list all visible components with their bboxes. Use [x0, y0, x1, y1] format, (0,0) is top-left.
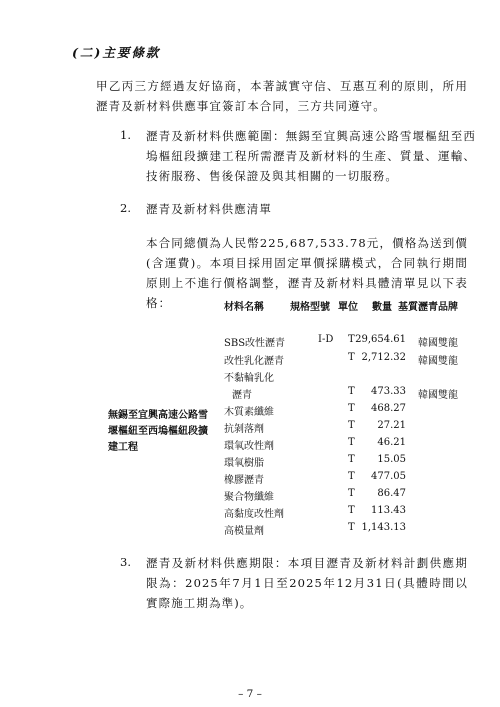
- table-row-qty: 15.05: [377, 454, 406, 465]
- table-row-brand: 韓國雙龍: [418, 356, 458, 367]
- intro-paragraph: 甲乙丙三方經過友好協商，本著誠實守信、互惠互利的原則，所用瀝青及新材料供應事宜簽訂本合同，三方共同遵守。: [96, 79, 468, 113]
- header-brand: 基質瀝青品牌: [398, 302, 458, 313]
- project-label: 無錫至宜興高速公路雪堰樞紐至西塢樞紐段擴建工程: [108, 410, 208, 453]
- table-row-qty: 477.05: [371, 471, 406, 482]
- table-row-name: 橡膠瀝青: [224, 475, 264, 486]
- table-row-qty: 113.43: [371, 505, 406, 516]
- table-row-unit: T: [348, 386, 355, 397]
- item-1-text: 瀝青及新材料供應範圍：無錫至宜興高速公路雪堰樞紐至西塢樞紐段擴建工程所需瀝青及新材料的生產、質量、運輸、技術服務、售後保證及與其相關的一切服務。: [146, 129, 476, 183]
- table-row-name: 聚合物纖維: [224, 492, 274, 503]
- item-2-text: 瀝青及新材料供應清單: [146, 202, 272, 216]
- table-row-name: 環氧樹脂: [224, 458, 264, 469]
- item-2-detail: 本合同總價為人民幣225,687,533.78元，價格為送到價(含運費)。本項目採用固定單價採購模式，合同執行期間原則上不進行價格調整，瀝青及新材料具體清單見以下表格：: [146, 236, 468, 310]
- table-row-unit: T: [348, 334, 355, 345]
- section-heading: (二)主要條款: [72, 45, 161, 60]
- table-row-unit: T: [348, 471, 355, 482]
- table-row-unit: T: [348, 505, 355, 516]
- header-quantity: 數量: [372, 302, 392, 313]
- table-row-spec: I-D: [318, 334, 334, 345]
- table-row-qty: 86.47: [377, 488, 406, 499]
- table-row-qty: 2,712.32: [361, 352, 406, 363]
- table-row-name: 環氧改性劑: [224, 441, 274, 452]
- table-row-unit: T: [348, 488, 355, 499]
- table-row-unit: T: [348, 522, 355, 533]
- header-material-name: 材料名稱: [224, 302, 264, 313]
- table-row-qty: 29,654.61: [355, 334, 406, 345]
- table-row-qty: 473.33: [371, 386, 406, 397]
- table-row-qty: 46.21: [377, 437, 406, 448]
- header-unit: 單位: [338, 302, 358, 313]
- table-row-name: 高黏度改性劑: [224, 509, 284, 520]
- table-row-name: 瀝青: [232, 390, 252, 401]
- table-row-unit: T: [348, 352, 355, 363]
- header-spec: 規格型號: [290, 302, 330, 313]
- item-3-text: 瀝青及新材料供應期限：本項目瀝青及新材料計劃供應期限為：2025年7月1日至2025年12月31日(具體時間以實際施工期為準)。: [146, 556, 468, 610]
- table-row-brand: 韓國雙龍: [418, 390, 458, 401]
- table-row-name: 抗剝落劑: [224, 424, 264, 435]
- page-number: – 7 –: [238, 688, 262, 700]
- table-row-qty: 1,143.13: [361, 522, 406, 533]
- item-3-number: 3.: [120, 555, 131, 569]
- table-row-unit: T: [348, 454, 355, 465]
- table-row-qty: 468.27: [371, 403, 406, 414]
- table-row-brand: 韓國雙龍: [418, 338, 458, 349]
- table-row-name: 改性乳化瀝青: [224, 356, 284, 367]
- table-row-name: SBS改性瀝青: [224, 338, 286, 349]
- item-2-number: 2.: [120, 201, 131, 215]
- table-row-name: 木質素纖維: [224, 407, 274, 418]
- table-row-qty: 27.21: [377, 420, 406, 431]
- table-row-name: 不黏輪乳化: [224, 373, 274, 384]
- table-row-unit: T: [348, 420, 355, 431]
- table-row-name: 高模量劑: [224, 526, 264, 537]
- table-row-unit: T: [348, 437, 355, 448]
- table-row-unit: T: [348, 403, 355, 414]
- item-1-number: 1.: [120, 128, 131, 142]
